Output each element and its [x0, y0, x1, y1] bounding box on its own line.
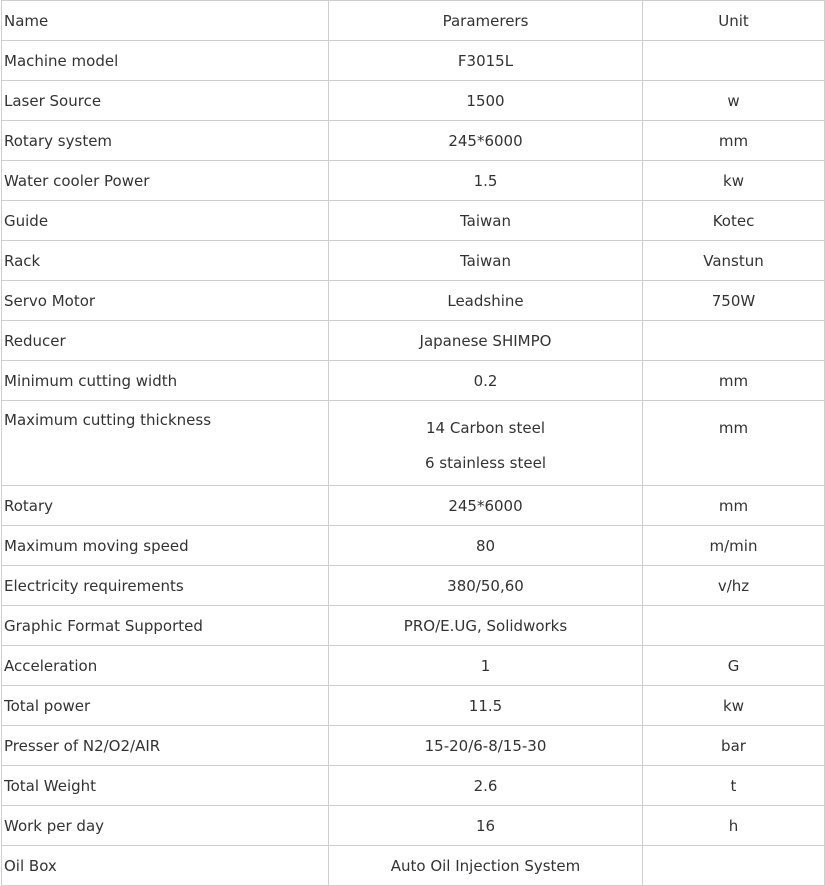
row-unit: bar: [643, 726, 825, 766]
table-row: [2, 766, 825, 806]
row-name: Total power: [2, 686, 329, 726]
row-unit: Kotec: [643, 201, 825, 241]
row-param: 16: [329, 806, 643, 846]
row-param: 15-20/6-8/15-30: [329, 726, 643, 766]
row-name: Rotary system: [2, 121, 329, 161]
row-unit: t: [643, 766, 825, 806]
table-row: [2, 646, 825, 686]
header-param: Paramerers: [329, 1, 643, 41]
row-param: Auto Oil Injection System: [329, 846, 643, 886]
table-header-row: [2, 1, 825, 41]
row-param: 80: [329, 526, 643, 566]
row-param: 2.6: [329, 766, 643, 806]
table-row: [2, 161, 825, 201]
table-row: [2, 486, 825, 526]
row-name: Work per day: [2, 806, 329, 846]
row-param: 1.5: [329, 161, 643, 201]
row-param-line: 14 Carbon steel: [426, 419, 545, 437]
row-unit: mm: [643, 361, 825, 401]
row-param: Leadshine: [329, 281, 643, 321]
table-row: [2, 241, 825, 281]
row-unit: 750W: [643, 281, 825, 321]
row-name: Graphic Format Supported: [2, 606, 329, 646]
row-unit: G: [643, 646, 825, 686]
row-unit: [643, 41, 825, 81]
row-name: Laser Source: [2, 81, 329, 121]
row-param: 380/50,60: [329, 566, 643, 606]
table-row: [2, 361, 825, 401]
row-param: 245*6000: [329, 486, 643, 526]
row-unit: mm: [643, 486, 825, 526]
table-row: [2, 686, 825, 726]
row-name: Oil Box: [2, 846, 329, 886]
row-param: Taiwan: [329, 201, 643, 241]
row-unit: mm: [643, 401, 825, 486]
row-name: Machine model: [2, 41, 329, 81]
row-unit: v/hz: [643, 566, 825, 606]
row-name: Reducer: [2, 321, 329, 361]
row-param: Japanese SHIMPO: [329, 321, 643, 361]
row-name: Electricity requirements: [2, 566, 329, 606]
table-row: [2, 401, 825, 486]
row-unit: Vanstun: [643, 241, 825, 281]
row-name: Maximum cutting thickness: [2, 401, 329, 486]
row-param-line: 6 stainless steel: [425, 454, 546, 472]
row-param: PRO/E.UG, Solidworks: [329, 606, 643, 646]
row-name: Minimum cutting width: [2, 361, 329, 401]
table-row: [2, 121, 825, 161]
row-unit: m/min: [643, 526, 825, 566]
row-unit: kw: [643, 686, 825, 726]
row-unit: mm: [643, 121, 825, 161]
spec-table: [1, 0, 825, 886]
header-name: Name: [2, 1, 329, 41]
row-name: Water cooler Power: [2, 161, 329, 201]
row-name: Guide: [2, 201, 329, 241]
header-unit: Unit: [643, 1, 825, 41]
row-name: Acceleration: [2, 646, 329, 686]
table-row: [2, 281, 825, 321]
row-unit: h: [643, 806, 825, 846]
table-row: [2, 526, 825, 566]
row-unit: [643, 846, 825, 886]
row-param: Taiwan: [329, 241, 643, 281]
table-row: [2, 846, 825, 886]
table-row: [2, 201, 825, 241]
row-unit: kw: [643, 161, 825, 201]
row-name: Presser of N2/O2/AIR: [2, 726, 329, 766]
row-name: Rotary: [2, 486, 329, 526]
row-name: Rack: [2, 241, 329, 281]
row-param: F3015L: [329, 41, 643, 81]
row-unit: w: [643, 81, 825, 121]
row-name: Maximum moving speed: [2, 526, 329, 566]
row-param: 1500: [329, 81, 643, 121]
row-param: [329, 401, 643, 486]
table-row: [2, 41, 825, 81]
row-name: Servo Motor: [2, 281, 329, 321]
table-row: [2, 81, 825, 121]
table-row: [2, 566, 825, 606]
row-param: 11.5: [329, 686, 643, 726]
table-row: [2, 606, 825, 646]
row-param: 0.2: [329, 361, 643, 401]
table-row: [2, 806, 825, 846]
table-row: [2, 321, 825, 361]
row-param: 245*6000: [329, 121, 643, 161]
row-unit: [643, 321, 825, 361]
row-name: Total Weight: [2, 766, 329, 806]
row-unit: [643, 606, 825, 646]
row-param: 1: [329, 646, 643, 686]
table-row: [2, 726, 825, 766]
